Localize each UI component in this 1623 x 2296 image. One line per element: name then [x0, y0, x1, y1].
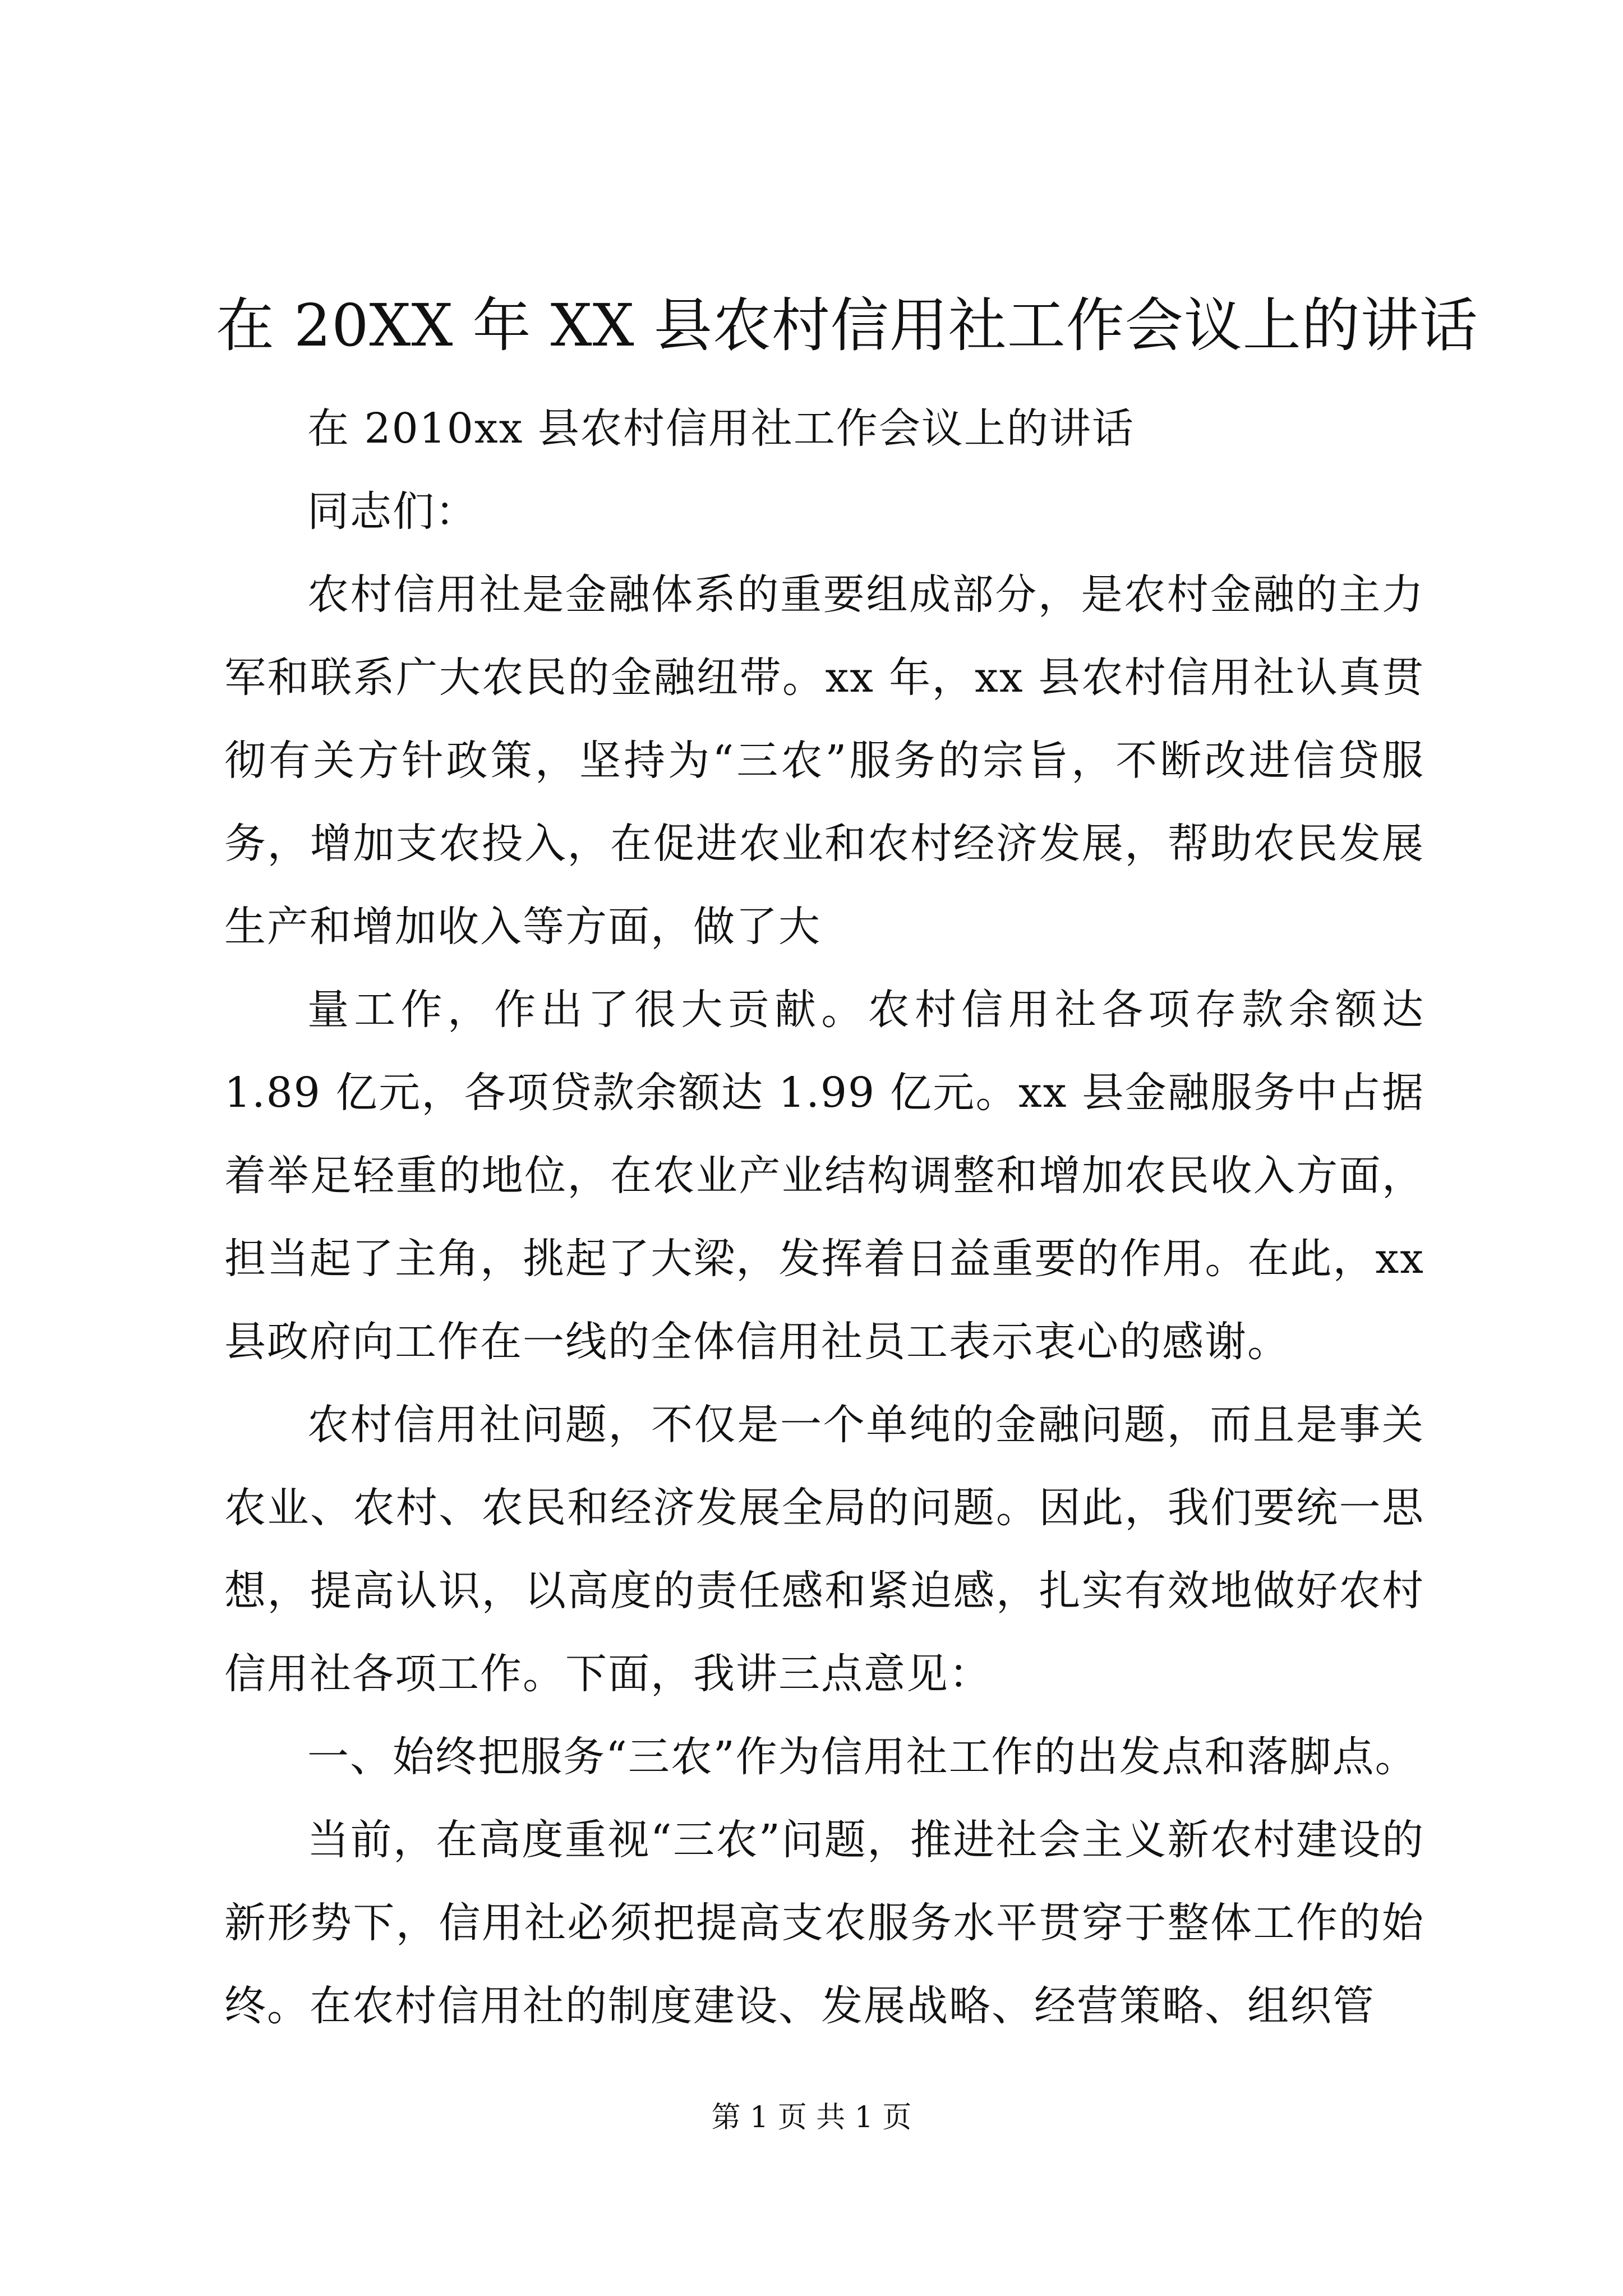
paragraph-achievements: 量工作，作出了很大贡献。农村信用社各项存款余额达 1.89 亿元，各项贷款余额达 1.99 亿元。xx 县金融服务中占据着举足轻重的地位，在农业产业结构调整和增加农民收入方面，担当起了主角，挑起了大梁，发挥着日益重要的作用。在此，xx 县政府向工作在一线的全体信用社员工表示衷心的感谢。: [224, 986, 1424, 1366]
document-title: 在 20XX 年 XX 县农村信用社工作会议上的讲话: [216, 291, 1478, 360]
paragraph-salutation: 同志们：: [307, 487, 478, 536]
paragraph-intro: 农村信用社是金融体系的重要组成部分，是农村金融的主力军和联系广大农民的金融纽带。xx 年，xx 县农村信用社认真贯彻有关方针政策，坚持为“三农”服务的宗旨，不断改进信贷服务，增加支农投入，在促进农业和农村经济发展，帮助农民发展生产和增加收入等方面，做了大: [224, 570, 1424, 951]
paragraph-section-one: 当前，在高度重视“三农”问题，推进社会主义新农村建设的新形势下，信用社必须把提高支农服务水平贯穿于整体工作的始终。在农村信用社的制度建设、发展战略、经营策略、组织管: [224, 1816, 1424, 2030]
page-footer: 第 1 页 共 1 页: [711, 2101, 912, 2134]
section-heading-one: 一、始终把服务“三农”作为信用社工作的出发点和落脚点。: [307, 1733, 1418, 1781]
paragraph-subtitle: 在 2010xx 县农村信用社工作会议上的讲话: [307, 404, 1135, 453]
document-body: [224, 387, 1424, 2047]
paragraph-importance: 农村信用社问题，不仅是一个单纯的金融问题，而且是事关农业、农村、农民和经济发展全局的问题。因此，我们要统一思想，提高认识，以高度的责任感和紧迫感，扎实有效地做好农村信用社各项工作。下面，我讲三点意见：: [224, 1401, 1424, 1698]
